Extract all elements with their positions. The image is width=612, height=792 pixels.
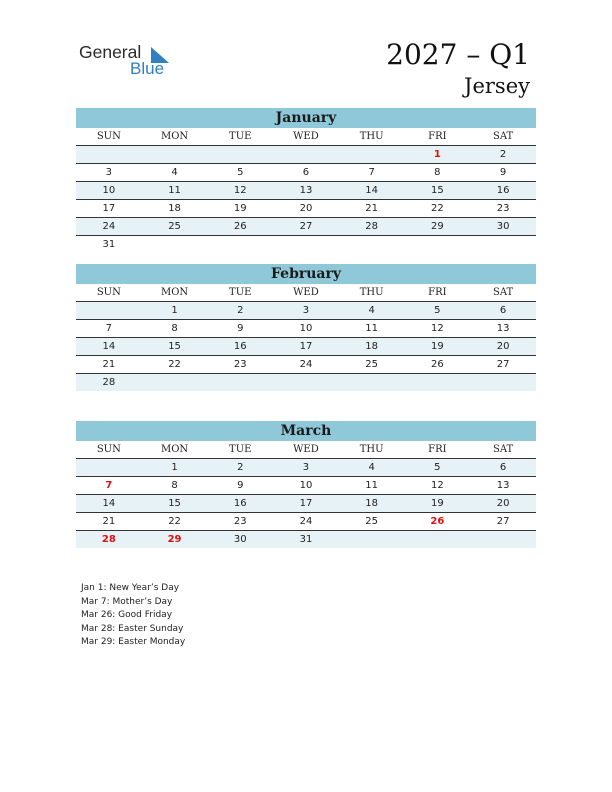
- holiday-entry: Mar 28: Easter Sunday: [81, 623, 184, 634]
- day-cell: 9: [499, 167, 507, 178]
- day-cell: [470, 531, 536, 548]
- day-cell: 31: [299, 534, 313, 545]
- day-cell: 12: [431, 323, 444, 334]
- day-cell: 8: [171, 323, 178, 334]
- day-cell: 18: [365, 341, 379, 352]
- logo-word-blue: Blue: [130, 59, 165, 78]
- day-cell: [339, 146, 405, 163]
- day-cell: 18: [168, 203, 181, 214]
- day-cell: 12: [431, 480, 444, 491]
- day-cell: 27: [496, 359, 510, 370]
- day-cell: 21: [365, 203, 379, 214]
- day-cell: 26: [431, 359, 444, 370]
- day-cell: 25: [365, 516, 379, 527]
- day-cell: 13: [496, 480, 510, 491]
- day-cell: 15: [431, 185, 444, 196]
- day-cell: [273, 236, 339, 253]
- day-cell: 16: [496, 185, 510, 196]
- weekday-label: FRI: [428, 444, 447, 455]
- day-cell: 17: [102, 203, 116, 214]
- generalblue-logo: [79, 42, 189, 82]
- day-cell: [142, 236, 208, 253]
- day-cell: [405, 531, 471, 548]
- holiday-list: [81, 582, 185, 650]
- day-cell: 25: [365, 359, 379, 370]
- day-cell: 6: [499, 305, 507, 316]
- month-title: January: [76, 108, 536, 128]
- day-cell: [76, 146, 142, 163]
- month-title: February: [76, 264, 536, 284]
- day-cell: 9: [237, 323, 244, 334]
- day-cell: 8: [171, 480, 178, 491]
- day-cell: [405, 374, 471, 391]
- day-cell: 26: [233, 221, 247, 232]
- weekday-header-row: [76, 128, 536, 146]
- day-cell: 7: [105, 323, 113, 334]
- day-cell: 16: [233, 341, 247, 352]
- day-cell: [76, 459, 142, 476]
- weekday-label: SAT: [492, 287, 514, 298]
- day-cell: 8: [434, 167, 441, 178]
- month-january: [76, 108, 536, 253]
- weekday-label: MON: [160, 287, 189, 298]
- holiday-day-cell: 29: [167, 534, 182, 545]
- day-cell: 20: [496, 341, 510, 352]
- weekday-label: SAT: [492, 444, 514, 455]
- day-cell: 10: [102, 185, 116, 196]
- day-cell: 13: [496, 323, 510, 334]
- weekday-label: SUN: [96, 287, 121, 298]
- day-cell: 2: [499, 149, 507, 160]
- day-cell: [76, 302, 142, 319]
- day-cell: 14: [102, 341, 116, 352]
- day-cell: [470, 374, 536, 391]
- day-cell: [207, 146, 273, 163]
- day-cell: 2: [237, 305, 244, 316]
- day-cell: 1: [171, 462, 178, 473]
- weekday-label: FRI: [428, 287, 447, 298]
- day-cell: 12: [233, 185, 247, 196]
- day-cell: 6: [499, 462, 507, 473]
- holiday-day-cell: 26: [430, 516, 445, 527]
- day-cell: 5: [434, 305, 441, 316]
- weekday-label: TUE: [229, 444, 252, 455]
- day-cell: 5: [434, 462, 441, 473]
- day-cell: 11: [365, 480, 379, 491]
- holiday-entry: Mar 7: Mother’s Day: [81, 596, 173, 607]
- weekday-label: THU: [359, 444, 384, 455]
- day-cell: 22: [431, 203, 444, 214]
- day-cell: 28: [365, 221, 379, 232]
- day-cell: 29: [431, 221, 444, 232]
- day-cell: 24: [299, 359, 313, 370]
- day-cell: 24: [102, 221, 116, 232]
- day-cell: [142, 146, 208, 163]
- day-cell: 4: [171, 167, 178, 178]
- day-cell: [273, 374, 339, 391]
- holiday-day-cell: 1: [433, 149, 441, 160]
- day-cell: 15: [168, 498, 181, 509]
- weekday-label: WED: [293, 444, 319, 455]
- day-cell: 11: [365, 323, 379, 334]
- day-cell: 25: [168, 221, 181, 232]
- day-cell: 24: [299, 516, 313, 527]
- week-row: [76, 182, 536, 200]
- day-cell: [405, 236, 471, 253]
- day-cell: 15: [168, 341, 181, 352]
- week-row: [76, 374, 536, 391]
- day-cell: [273, 146, 339, 163]
- week-row: [76, 495, 536, 513]
- month-title: March: [76, 421, 536, 441]
- week-row: [76, 513, 536, 531]
- holiday-entry: Mar 29: Easter Monday: [81, 637, 186, 648]
- weekday-label: SAT: [492, 131, 514, 142]
- weekday-label: SUN: [96, 131, 121, 142]
- day-cell: 4: [368, 305, 375, 316]
- day-cell: 3: [105, 167, 113, 178]
- day-cell: 7: [368, 167, 375, 178]
- weekday-label: MON: [160, 131, 189, 142]
- day-cell: [339, 531, 405, 548]
- page-title: 2027 – Q1: [386, 38, 530, 71]
- weekday-label: FRI: [428, 131, 447, 142]
- day-cell: 22: [168, 516, 181, 527]
- day-cell: 23: [233, 516, 247, 527]
- day-cell: 2: [237, 462, 244, 473]
- day-cell: 23: [233, 359, 247, 370]
- week-row: [76, 146, 536, 164]
- week-row: [76, 164, 536, 182]
- day-cell: 20: [299, 203, 313, 214]
- day-cell: 10: [299, 480, 313, 491]
- day-cell: 16: [233, 498, 247, 509]
- day-cell: 14: [365, 185, 379, 196]
- weekday-label: WED: [293, 131, 319, 142]
- holiday-entry: Mar 26: Good Friday: [81, 610, 173, 621]
- day-cell: 4: [368, 462, 375, 473]
- week-row: [76, 356, 536, 374]
- week-row: [76, 338, 536, 356]
- day-cell: 19: [431, 341, 444, 352]
- week-row: [76, 200, 536, 218]
- week-row: [76, 459, 536, 477]
- day-cell: 18: [365, 498, 379, 509]
- day-cell: 3: [302, 462, 310, 473]
- day-cell: 27: [299, 221, 313, 232]
- day-cell: 21: [102, 516, 116, 527]
- day-cell: 14: [102, 498, 116, 509]
- week-row: [76, 531, 536, 548]
- week-row: [76, 236, 536, 253]
- day-cell: 21: [102, 359, 116, 370]
- weekday-label: WED: [293, 287, 319, 298]
- logo-word-general: General: [79, 42, 142, 62]
- week-row: [76, 477, 536, 495]
- week-row: [76, 302, 536, 320]
- day-cell: 31: [102, 239, 116, 250]
- weekday-label: MON: [160, 444, 189, 455]
- day-cell: 3: [302, 305, 310, 316]
- week-row: [76, 218, 536, 236]
- holiday-day-cell: 28: [101, 534, 116, 545]
- day-cell: 30: [496, 221, 510, 232]
- day-cell: [339, 236, 405, 253]
- day-cell: 6: [302, 167, 310, 178]
- day-cell: 27: [496, 516, 510, 527]
- day-cell: 23: [496, 203, 510, 214]
- day-cell: [207, 374, 273, 391]
- day-cell: 20: [496, 498, 510, 509]
- day-cell: 9: [237, 480, 244, 491]
- week-row: [76, 320, 536, 338]
- day-cell: 11: [168, 185, 181, 196]
- day-cell: [339, 374, 405, 391]
- holiday-entry: Jan 1: New Year’s Day: [81, 583, 180, 593]
- month-march: [76, 421, 536, 548]
- day-cell: 22: [168, 359, 181, 370]
- day-cell: [470, 236, 536, 253]
- month-february: [76, 264, 536, 391]
- day-cell: 10: [299, 323, 313, 334]
- weekday-label: THU: [359, 287, 384, 298]
- weekday-header-row: [76, 441, 536, 459]
- region-subtitle: Jersey: [464, 74, 530, 98]
- day-cell: 19: [431, 498, 444, 509]
- day-cell: 17: [299, 498, 313, 509]
- weekday-label: THU: [359, 131, 384, 142]
- day-cell: 1: [171, 305, 178, 316]
- weekday-label: SUN: [96, 444, 121, 455]
- weekday-label: TUE: [229, 131, 252, 142]
- day-cell: 17: [299, 341, 313, 352]
- weekday-header-row: [76, 284, 536, 302]
- holiday-day-cell: 7: [105, 480, 113, 491]
- day-cell: 13: [299, 185, 313, 196]
- day-cell: 5: [237, 167, 244, 178]
- day-cell: 30: [233, 534, 247, 545]
- day-cell: 19: [233, 203, 247, 214]
- weekday-label: TUE: [229, 287, 252, 298]
- day-cell: 28: [102, 377, 116, 388]
- day-cell: [207, 236, 273, 253]
- day-cell: [142, 374, 208, 391]
